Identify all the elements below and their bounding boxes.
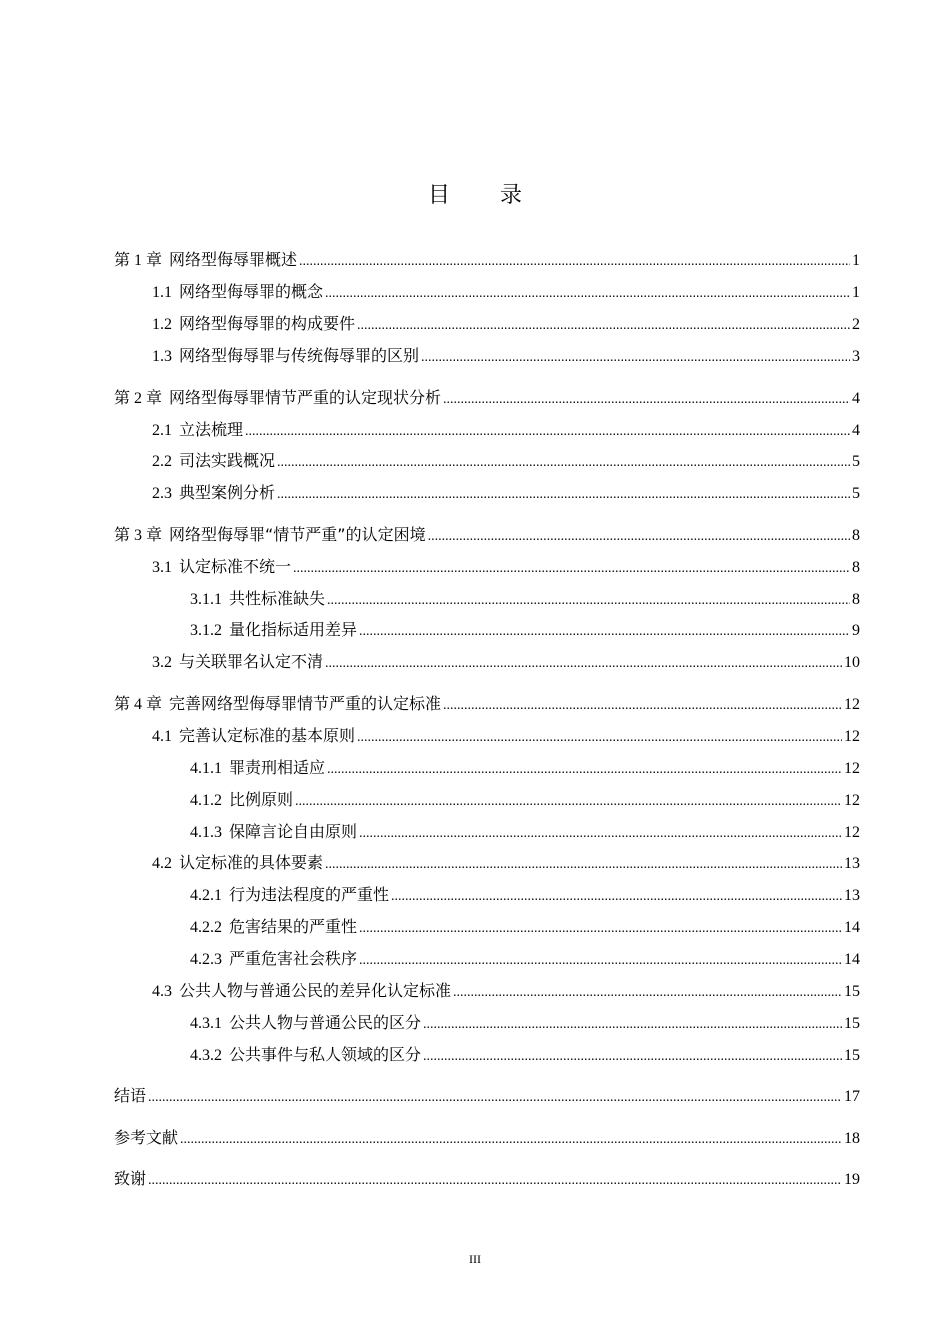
toc-entry[interactable] (190, 947, 860, 971)
toc-dot-leader (391, 885, 842, 909)
toc-entry-title: 认定标准的具体要素 (179, 853, 324, 872)
toc-dot-leader (325, 282, 850, 306)
toc-entry[interactable] (152, 312, 860, 336)
toc-entry-number: 3.1.1 (190, 591, 222, 608)
toc-entry-number: 4.1.1 (190, 760, 222, 777)
page-title (0, 178, 950, 209)
toc-dot-leader (359, 620, 850, 644)
toc-dot-leader (277, 483, 850, 507)
toc-dot-leader (443, 694, 842, 718)
toc-dot-leader (245, 420, 850, 444)
toc-entry-title: 网络型侮辱罪“情节严重”的认定困境 (169, 525, 426, 544)
toc-entry-page-number: 15 (844, 983, 860, 1000)
toc-entry-title: 公共人物与普通公民的差异化认定标准 (179, 981, 452, 1000)
toc-entry-page-number: 8 (852, 559, 860, 576)
toc-entry-page-number: 4 (852, 422, 860, 439)
title-char-2: 录 (500, 183, 523, 208)
toc-entry-title: 公共人物与普通公民的区分 (229, 1013, 422, 1032)
toc-entry[interactable] (190, 883, 860, 907)
toc-entry-number: 2.3 (152, 485, 172, 502)
toc-entry-page-number: 19 (844, 1171, 860, 1188)
toc-entry-number: 4.3.1 (190, 1015, 222, 1032)
toc-dot-leader (428, 525, 850, 549)
page-number-footer: III (469, 1252, 481, 1266)
toc-entry-title: 司法实践概况 (179, 451, 276, 470)
toc-dot-leader (357, 314, 850, 338)
toc-entry-title: 网络型侮辱罪的概念 (179, 282, 324, 301)
toc-dot-leader (357, 726, 842, 750)
toc-entry-page-number: 1 (852, 284, 860, 301)
toc-entry-title: 认定标准不统一 (179, 557, 292, 576)
toc-entry-page-number: 12 (844, 728, 860, 745)
toc-entry[interactable] (190, 788, 860, 812)
toc-entry[interactable] (152, 449, 860, 473)
toc-entry-page-number: 4 (852, 390, 860, 407)
toc-dot-leader (325, 853, 842, 877)
toc-dot-leader (327, 589, 850, 613)
toc-entry-number: 4.2.1 (190, 887, 222, 904)
toc-entry-page-number: 15 (844, 1047, 860, 1064)
toc-entry[interactable] (190, 1043, 860, 1067)
toc-entry-page-number: 12 (844, 696, 860, 713)
toc-entry-page-number: 9 (852, 622, 860, 639)
toc-entry-title: 参考文献 (114, 1128, 179, 1147)
toc-entry-page-number: 5 (852, 453, 860, 470)
toc-entry[interactable] (190, 820, 860, 844)
toc-entry-page-number: 3 (852, 348, 860, 365)
toc-dot-leader (423, 1013, 842, 1037)
toc-entry-page-number: 5 (852, 485, 860, 502)
toc-entry[interactable] (114, 692, 860, 716)
toc-entry[interactable] (152, 481, 860, 505)
toc-entry-page-number: 2 (852, 316, 860, 333)
toc-entry-title: 结语 (114, 1086, 147, 1105)
toc-dot-leader (295, 790, 842, 814)
toc-entry[interactable] (152, 555, 860, 579)
toc-entry-title: 比例原则 (229, 790, 294, 809)
toc-entry-page-number: 14 (844, 919, 860, 936)
toc-entry-number: 4.2.2 (190, 919, 222, 936)
toc-entry[interactable] (114, 1084, 860, 1108)
toc-entry-number: 1.1 (152, 284, 172, 301)
toc-dot-leader (421, 346, 850, 370)
toc-dot-leader (180, 1128, 842, 1152)
toc-entry[interactable] (114, 1167, 860, 1191)
toc-entry-number: 1.2 (152, 316, 172, 333)
toc-entry[interactable] (114, 1126, 860, 1150)
toc-entry-page-number: 13 (844, 855, 860, 872)
toc-entry-page-number: 12 (844, 824, 860, 841)
toc-dot-leader (423, 1045, 842, 1069)
toc-entry-page-number: 1 (852, 252, 860, 269)
toc-entry-number: 第 4 章 (114, 696, 163, 713)
title-char-1: 目 (427, 183, 450, 208)
toc-dot-leader (148, 1086, 842, 1110)
toc-entry-page-number: 17 (844, 1088, 860, 1105)
toc-entry-number: 4.1.2 (190, 792, 222, 809)
toc-entry[interactable] (190, 587, 860, 611)
toc-entry[interactable] (190, 915, 860, 939)
toc-dot-leader (327, 758, 842, 782)
toc-dot-leader (453, 981, 842, 1005)
toc-entry-page-number: 14 (844, 951, 860, 968)
toc-entry[interactable] (190, 1011, 860, 1035)
toc-dot-leader (299, 250, 850, 274)
toc-entry-number: 4.1.3 (190, 824, 222, 841)
toc-entry-number: 3.2 (152, 654, 172, 671)
toc-entry-title: 网络型侮辱罪情节严重的认定现状分析 (169, 388, 442, 407)
toc-dot-leader (148, 1169, 842, 1193)
toc-entry-title: 网络型侮辱罪的构成要件 (179, 314, 356, 333)
toc-dot-leader (359, 822, 842, 846)
toc-entry[interactable] (152, 724, 860, 748)
toc-entry[interactable] (114, 248, 860, 272)
toc-entry-number: 4.2.3 (190, 951, 222, 968)
toc-entry-page-number: 15 (844, 1015, 860, 1032)
toc-entry-title: 保障言论自由原则 (229, 822, 358, 841)
toc-entry-title: 典型案例分析 (179, 483, 276, 502)
toc-entry-number: 4.1 (152, 728, 172, 745)
toc-entry[interactable] (152, 979, 860, 1003)
toc-entry[interactable] (152, 280, 860, 304)
toc-entry-title: 行为违法程度的严重性 (229, 885, 390, 904)
toc-entry-number: 第 3 章 (114, 527, 163, 544)
toc-entry-number: 第 1 章 (114, 252, 163, 269)
toc-entry-page-number: 10 (844, 654, 860, 671)
toc-entry-title: 危害结果的严重性 (229, 917, 358, 936)
toc-entry-number: 3.1.2 (190, 622, 222, 639)
toc-dot-leader (325, 652, 842, 676)
toc-entry-title: 网络型侮辱罪概述 (169, 250, 298, 269)
toc-entry-title: 量化指标适用差异 (229, 620, 358, 639)
toc-entry-title: 罪责刑相适应 (229, 758, 326, 777)
toc-entry-number: 2.2 (152, 453, 172, 470)
toc-entry[interactable] (152, 344, 860, 368)
toc-entry-title: 立法梳理 (179, 420, 244, 439)
toc-entry-title: 完善认定标准的基本原则 (179, 726, 356, 745)
toc-entry-page-number: 12 (844, 792, 860, 809)
toc-entry[interactable] (114, 523, 860, 547)
toc-entry-number: 3.1 (152, 559, 172, 576)
toc-entry-number: 第 2 章 (114, 390, 163, 407)
toc-entry-title: 与关联罪名认定不清 (179, 652, 324, 671)
toc-entry-title: 完善网络型侮辱罪情节严重的认定标准 (169, 694, 442, 713)
toc-entry-page-number: 8 (852, 527, 860, 544)
toc-entry[interactable] (152, 650, 860, 674)
toc-entry[interactable] (152, 851, 860, 875)
toc-entry-title: 致谢 (114, 1169, 147, 1188)
toc-entry[interactable] (114, 386, 860, 410)
toc-entry[interactable] (190, 756, 860, 780)
toc-entry-number: 2.1 (152, 422, 172, 439)
toc-entry-number: 4.2 (152, 855, 172, 872)
toc-entry[interactable] (152, 418, 860, 442)
toc-entry-title: 严重危害社会秩序 (229, 949, 358, 968)
toc-dot-leader (293, 557, 850, 581)
toc-entry-number: 4.3.2 (190, 1047, 222, 1064)
toc-entry-page-number: 18 (844, 1130, 860, 1147)
toc-entry-number: 1.3 (152, 348, 172, 365)
toc-dot-leader (443, 388, 850, 412)
toc-entry-page-number: 12 (844, 760, 860, 777)
toc-entry[interactable] (190, 618, 860, 642)
toc-entry-page-number: 8 (852, 591, 860, 608)
toc-entry-page-number: 13 (844, 887, 860, 904)
toc-dot-leader (277, 451, 850, 475)
toc-dot-leader (359, 917, 842, 941)
toc-entry-number: 4.3 (152, 983, 172, 1000)
toc-dot-leader (359, 949, 842, 973)
toc-entry-title: 共性标准缺失 (229, 589, 326, 608)
toc-entry-title: 网络型侮辱罪与传统侮辱罪的区别 (179, 346, 420, 365)
toc-entry-title: 公共事件与私人领域的区分 (229, 1045, 422, 1064)
